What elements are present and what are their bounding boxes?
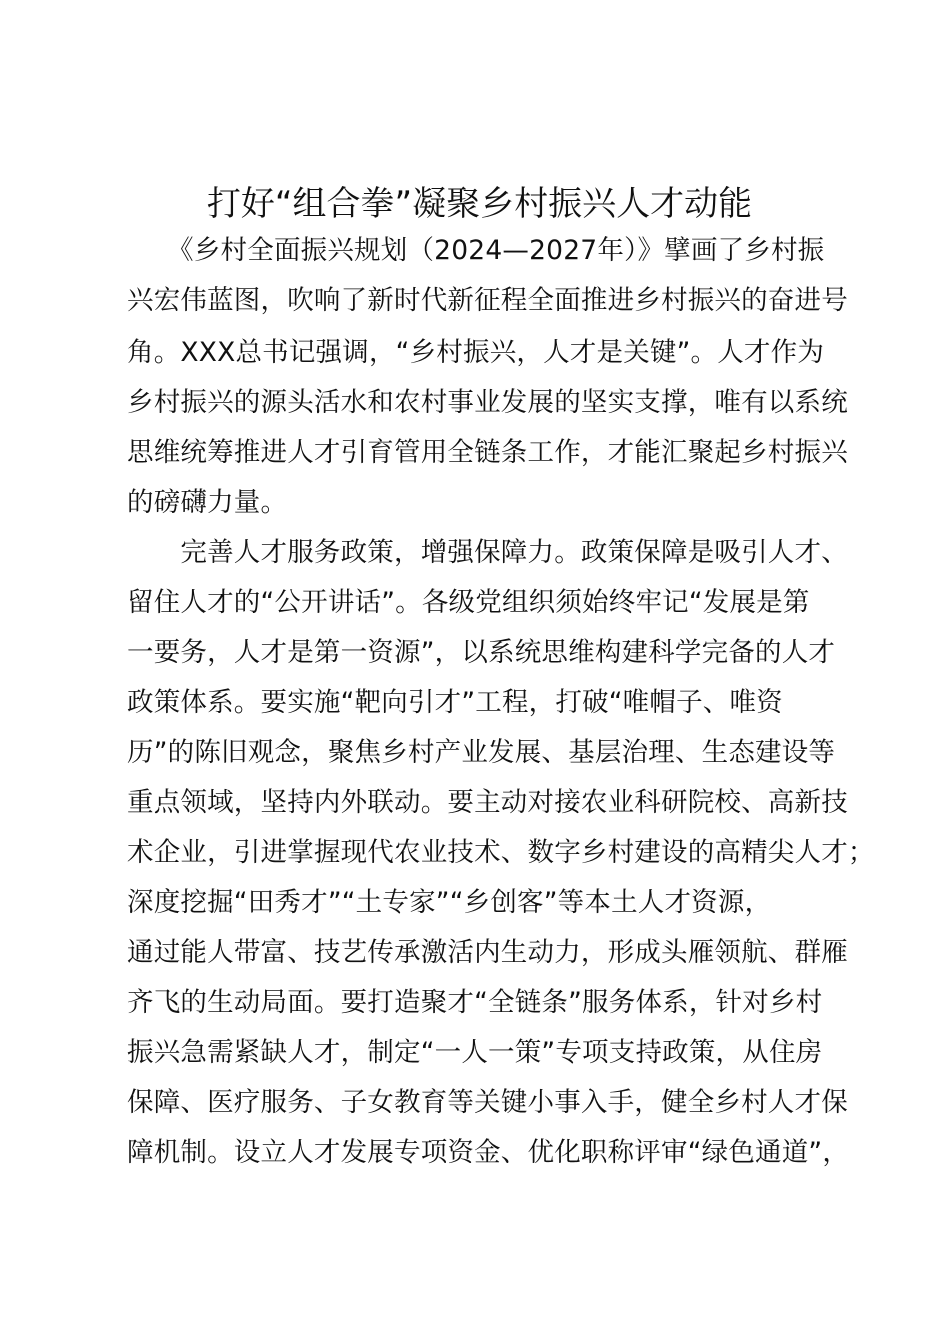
paragraph-2-line-1: 完善人才服务政策，增强保障力。政策保障是吸引人才、 (127, 537, 848, 568)
paragraph-1-line-4: 乡村振兴的源头活水和农村事业发展的坚实支撑，唯有以系统 (127, 387, 848, 418)
paragraph-2-line-13: 障机制。设立人才发展专项资金、优化职称评审“绿色通道”， (127, 1137, 850, 1168)
paragraph-2-line-11: 振兴急需紧缺人才，制定“一人一策”专项支持政策，从住房 (127, 1037, 823, 1068)
paragraph-1-line-1: 《乡村全面振兴规划（2024—2027年）》擘画了乡村振 (127, 235, 825, 266)
paragraph-2-line-12: 保障、医疗服务、子女教育等关键小事入手，健全乡村人才保 (127, 1087, 848, 1118)
paragraph-1-line-5: 思维统筹推进人才引育管用全链条工作，才能汇聚起乡村振兴 (127, 437, 848, 468)
paragraph-1-line-6: 的磅礴力量。 (127, 487, 288, 518)
paragraph-2-line-5: 历”的陈旧观念，聚焦乡村产业发展、基层治理、生态建设等 (127, 737, 836, 768)
paragraph-1-line-3: 角。XXX总书记强调，“乡村振兴，人才是关键”。人才作为 (127, 337, 825, 368)
paragraph-2-line-2: 留住人才的“公开讲话”。各级党组织须始终牢记“发展是第 (127, 587, 810, 618)
paragraph-2-line-10: 齐飞的生动局面。要打造聚才“全链条”服务体系，针对乡村 (127, 987, 823, 1018)
paragraph-1-line-2: 兴宏伟蓝图，吹响了新时代新征程全面推进乡村振兴的奋进号 (127, 285, 848, 316)
document-title: 打好“组合拳”凝聚乡村振兴人才动能 (206, 184, 753, 224)
paragraph-2-line-3: 一要务，人才是第一资源”，以系统思维构建科学完备的人才 (127, 637, 836, 668)
paragraph-2-line-9: 通过能人带富、技艺传承激活内生动力，形成头雁领航、群雁 (127, 937, 848, 968)
paragraph-2-line-6: 重点领域，坚持内外联动。要主动对接农业科研院校、高新技 (127, 787, 848, 818)
paragraph-2-line-4: 政策体系。要实施“靶向引才”工程，打破“唯帽子、唯资 (127, 687, 783, 718)
paragraph-2-line-7: 术企业，引进掌握现代农业技术、数字乡村建设的高精尖人才； (127, 837, 875, 868)
paragraph-2-line-8: 深度挖掘“田秀才”“土专家”“乡创客”等本土人才资源， (127, 887, 772, 918)
